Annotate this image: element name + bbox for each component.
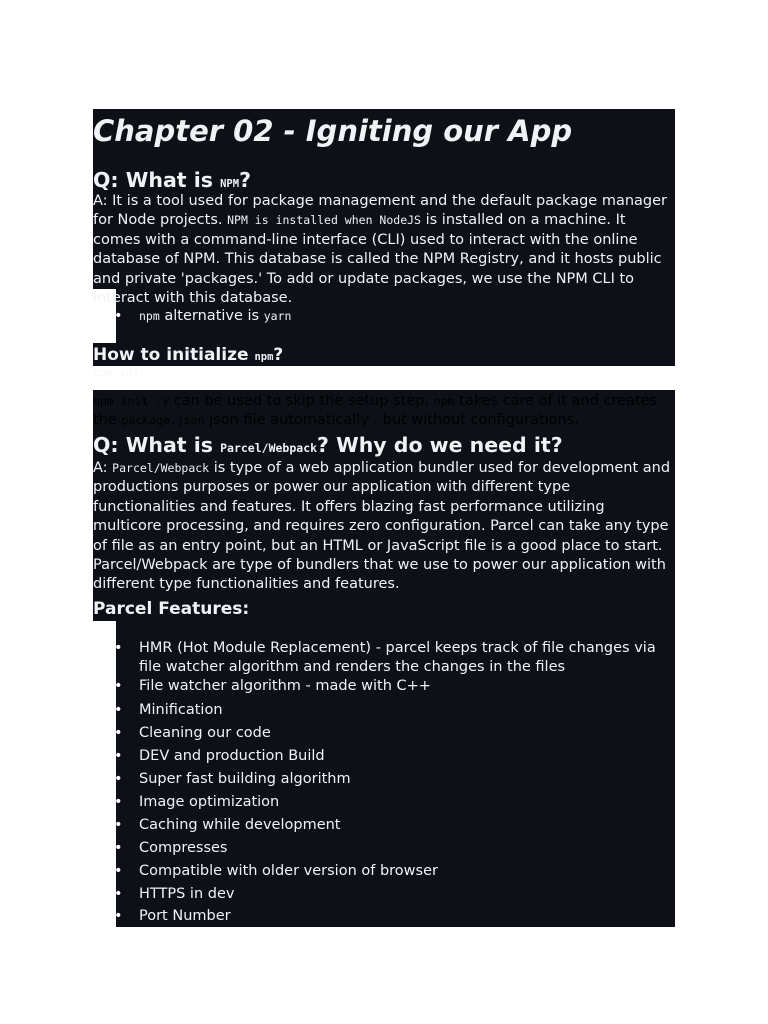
feature-item: • Compatible with older version of browser — [116, 862, 659, 881]
npm-question-prefix: Q: What is — [93, 168, 221, 192]
npm-alternative-item — [116, 307, 659, 326]
parcel-question — [93, 431, 563, 462]
npm-code: npm — [139, 309, 160, 323]
parcel-answer-code: Parcel/Webpack — [112, 461, 210, 475]
npm-answer-code: NPM is installed when NodeJS — [227, 213, 421, 228]
features-heading: Parcel Features: — [93, 599, 250, 619]
parcel-answer-text: is type of a web application bundler used for development and productions purposes or power our application with different type functionalities and features. It offers blazing fast performance utilizing multicore processing, and requires zero configuration. Parcel can take any type of file as an entry point, but an HTML or JavaScript file is a good place to start. Parcel/Webpack are type of bundlers that we use to power our application with different type functionalities and features. — [93, 460, 671, 593]
parcel-answer-prefix: A: — [93, 460, 113, 476]
npm-question-suffix: ? — [239, 168, 251, 192]
init-text2: takes care of it and creates the — [93, 393, 658, 429]
init-text3: json file automatically , but without configurations. — [204, 412, 579, 429]
init-paragraph — [93, 392, 675, 431]
npm-alternative-text: alternative is — [159, 308, 264, 324]
feature-item: • Cleaning our code — [116, 724, 659, 743]
init-text1: can be used to skip the setup step, — [169, 393, 434, 409]
feature-item: • Image optimization — [116, 793, 659, 812]
init-npm-code: npm — [433, 394, 455, 408]
feature-item: • Port Number — [116, 907, 659, 926]
yarn-code: yarn — [263, 309, 292, 323]
package-json-code: package.json — [121, 413, 205, 428]
feature-item: • HTTPS in dev — [116, 885, 659, 904]
feature-item: • HMR (Hot Module Replacement) - parcel keeps track of file changes via file watcher algorithm and renders the changes in the files — [116, 639, 659, 677]
init-heading-suffix: ? — [273, 345, 284, 365]
npm-init-command: npm init — [93, 366, 146, 379]
init-heading-code: npm — [254, 351, 274, 363]
parcel-answer — [93, 459, 675, 595]
parcel-question-code: Parcel/Webpack — [220, 441, 318, 455]
feature-item: • Compresses — [116, 839, 659, 858]
feature-item: • Caching while development — [116, 816, 659, 835]
feature-item: • DEV and production Build — [116, 747, 659, 766]
npm-answer — [93, 192, 675, 308]
feature-item: • Super fast building algorithm — [116, 770, 659, 789]
parcel-question-prefix: Q: What is — [93, 433, 221, 457]
init-y-code: npm init -y — [93, 394, 170, 408]
npm-answer-part2: is installed on a machine. It comes with a command-line interface (CLI) used to interact with the online database of NPM. This database is called the NPM Registry, and it hosts public and private 'packages.' To add or update packages, we use the NPM CLI to interact with this database. — [93, 212, 662, 307]
chapter-title: Chapter 02 - Igniting our App — [93, 114, 573, 148]
npm-question-code: NPM — [220, 178, 240, 190]
parcel-question-suffix: ? Why do we need it? — [317, 433, 563, 457]
feature-item: • File watcher algorithm - made with C++ — [116, 677, 659, 696]
init-heading-prefix: How to initialize — [93, 345, 255, 365]
feature-item: • Minification — [116, 701, 659, 720]
npm-answer-part1: A: It is a tool used for package management and the default package manager for Node projects. — [93, 193, 667, 229]
